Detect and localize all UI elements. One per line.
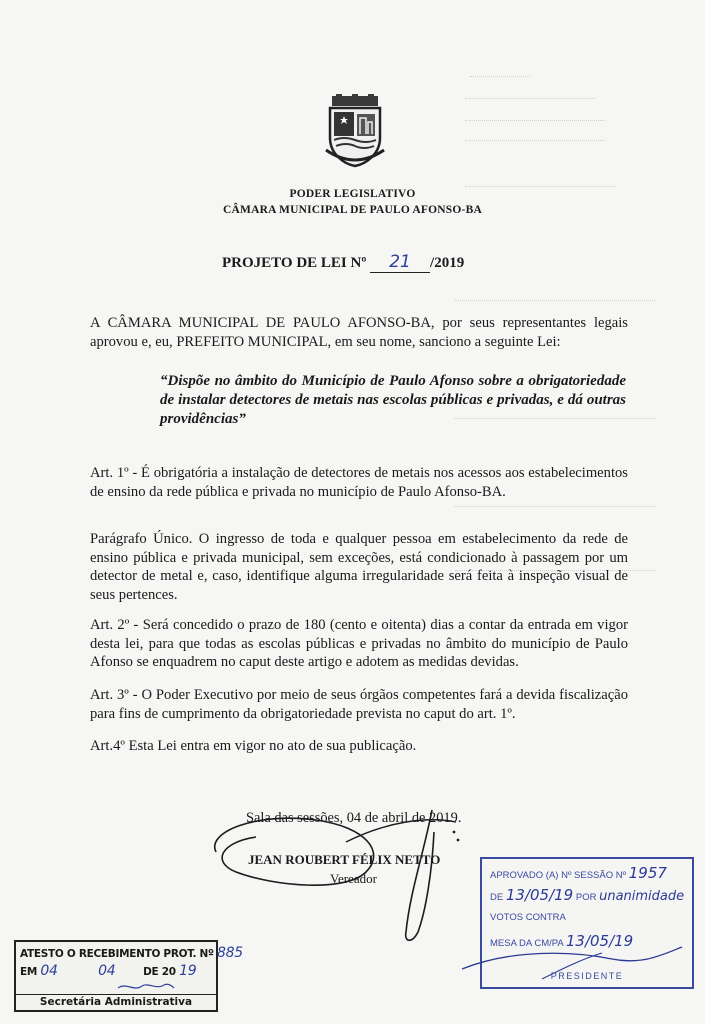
header-camara-municipal: CÂMARA MUNICIPAL DE PAULO AFONSO-BA [223, 204, 482, 216]
ementa-text: “Dispõe no âmbito do Município de Paulo Afonso sobre a obrigatoriedade de instalar detectores de metais nas escolas públicas e privadas, e dá outras providências” [160, 373, 626, 427]
article-1: Art. 1º - É obrigatória a instalação de detectores de metais nos acessos aos estabelecimentos de ensino da rede pública e privada no município de Paulo Afonso-BA. [90, 465, 628, 500]
mesa-label: MESA DA CM/PA [490, 938, 564, 949]
approval-de-label: DE [490, 892, 504, 903]
bleed-through-mark [465, 120, 605, 121]
receipt-day: 04 [40, 963, 58, 979]
signer-name: JEAN ROUBERT FÉLIX NETTO [248, 852, 441, 867]
approval-por-value: unanimidade [599, 889, 685, 904]
bleed-through-mark [465, 140, 605, 141]
handwritten-signature-icon [196, 792, 486, 952]
bleed-through-mark [455, 300, 655, 301]
signature-place-date: Sala das sessões, 04 de abril de 2019. [246, 810, 462, 826]
votes-against-label: VOTOS CONTRA [490, 912, 566, 923]
receipt-month: 04 [98, 963, 116, 979]
president-label: PRESIDENTE [550, 971, 624, 981]
header-poder-legislativo: PODER LEGISLATIVO [289, 188, 416, 200]
mesa-date: 13/05/19 [565, 932, 634, 950]
receipt-footer: Secretária Administrativa [16, 994, 216, 1010]
bleed-through-mark [470, 76, 530, 77]
receipt-em-label: EM [20, 966, 38, 978]
receipt-year: 19 [179, 963, 197, 979]
bleed-through-mark [465, 98, 595, 99]
protocol-number: 885 [217, 945, 243, 961]
session-number: 1957 [628, 864, 667, 882]
bill-number-handwritten: 21 [370, 252, 430, 273]
article-3: Art. 3º - O Poder Executivo por meio de seus órgãos competentes fará a devida fiscalização para fins de cumprimento da obrigatoriedade prevista no caput do art. 1º. [90, 687, 628, 722]
bill-title-prefix: PROJETO DE LEI Nº [222, 255, 367, 271]
approval-stamp [480, 857, 694, 989]
approval-por-label: POR [575, 892, 597, 903]
bill-title-year: /2019 [430, 255, 465, 271]
bleed-through-mark [465, 186, 615, 187]
article-2: Art. 2º - Será concedido o prazo de 180 (cento e oitenta) dias a contar da entrada em vigor desta lei, para que todas as escolas públicas e privadas no âmbito do município de Paulo Afonso se enquadrem no caput deste artigo e adotem as medidas devidas. [90, 617, 628, 670]
signer-role: Vereador [330, 871, 377, 886]
bleed-through-mark [455, 506, 655, 507]
receipt-label: ATESTO O RECEBIMENTO PROT. Nº [20, 948, 214, 960]
receipt-year-label: DE 20 [143, 966, 176, 978]
approval-date: 13/05/19 [505, 886, 574, 904]
approval-label: APROVADO (A) Nº SESSÃO Nº [490, 870, 627, 881]
paragrafo-unico: Parágrafo Único. O ingresso de toda e qualquer pessoa em estabelecimento da rede de ensino pública e privada municipal, sem exceções, está condicionado à passagem por um detector de metal e, caso, identifique alguma irregularidade será feita à inspeção visual de seus pertences. [90, 531, 628, 603]
receipt-stamp [14, 940, 243, 1012]
preamble-paragraph: A CÂMARA MUNICIPAL DE PAULO AFONSO-BA, por seus representantes legais aprovou e, eu, PREFEITO MUNICIPAL, em seu nome, sanciono a seguinte Lei: [90, 315, 628, 350]
municipal-crest-icon [322, 94, 388, 168]
receipt-initials-icon [116, 980, 176, 994]
bill-title [222, 252, 464, 273]
article-4: Art.4º Esta Lei entra em vigor no ato de sua publicação. [90, 738, 417, 754]
